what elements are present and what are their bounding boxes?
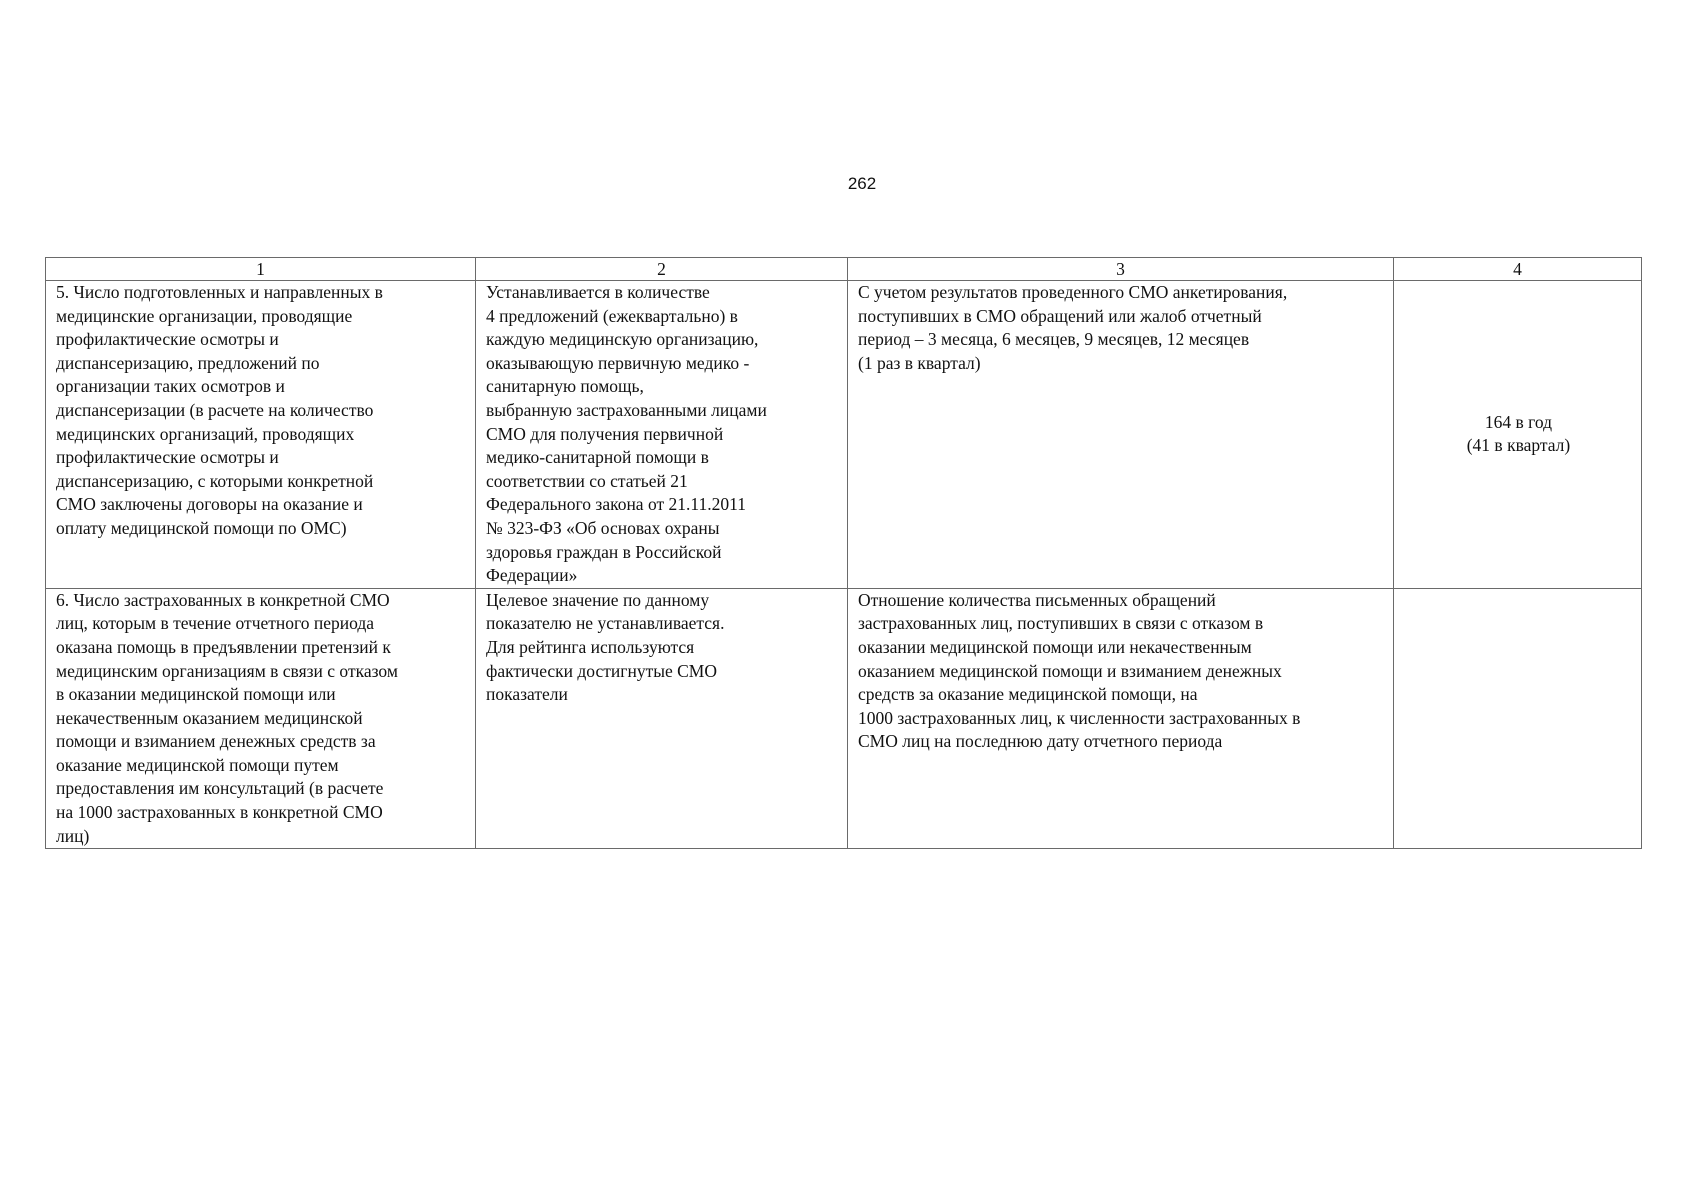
indicator-name-cell: 6. Число застрахованных в конкретной СМО лиц, которым в течение отчетного периода оказана помощь в предъявлении претензий к медицинским организациям в связи с отказом в оказании медицинской помощи или некачественным оказанием медицинской помощи и взиманием денежных средств за оказание медицинской помощи путем предоставления им консультаций (в расчете на 1000 застрахованных в конкретной СМО лиц)	[46, 588, 476, 849]
calculation-method-cell: Отношение количества письменных обращений застрахованных лиц, поступивших в связи с отказом в оказании медицинской помощи или некачественным оказанием медицинской помощи и взиманием денежных средств за оказание медицинской помощи, на 1000 застрахованных лиц, к численности застрахованных в СМО лиц на последнюю дату отчетного периода	[848, 588, 1394, 849]
indicator-table	[45, 257, 1642, 849]
target-value-cell: Целевое значение по данному показателю не устанавливается. Для рейтинга используются фактически достигнутые СМО показатели	[476, 588, 848, 849]
table-row	[46, 281, 1642, 589]
table-header-row	[46, 258, 1642, 281]
page-number: 262	[847, 174, 877, 193]
value-cell	[1394, 588, 1642, 849]
target-value-cell: Устанавливается в количестве 4 предложений (ежеквартально) в каждую медицинскую организацию, оказывающую первичную медико - санитарную помощь, выбранную застрахованными лицами СМО для получения первичной медико-санитарной помощи в соответствии со статьей 21 Федерального закона от 21.11.2011 № 323-ФЗ «Об основах охраны здоровья граждан в Российской Федерации»	[476, 281, 848, 589]
column-header-3: 3	[848, 258, 1394, 281]
table-row	[46, 588, 1642, 849]
column-header-4: 4	[1394, 258, 1642, 281]
column-header-1: 1	[46, 258, 476, 281]
calculation-method-cell: С учетом результатов проведенного СМО анкетирования, поступивших в СМО обращений или жалоб отчетный период – 3 месяца, 6 месяцев, 9 месяцев, 12 месяцев (1 раз в квартал)	[848, 281, 1394, 589]
column-header-2: 2	[476, 258, 848, 281]
value-cell: 164 в год (41 в квартал)	[1394, 281, 1642, 589]
indicator-name-cell: 5. Число подготовленных и направленных в медицинские организации, проводящие профилактические осмотры и диспансеризацию, предложений по организации таких осмотров и диспансеризации (в расчете на количество медицинских организаций, проводящих профилактические осмотры и диспансеризацию, с которыми конкретной СМО заключены договоры на оказание и оплату медицинской помощи по ОМС)	[46, 281, 476, 589]
